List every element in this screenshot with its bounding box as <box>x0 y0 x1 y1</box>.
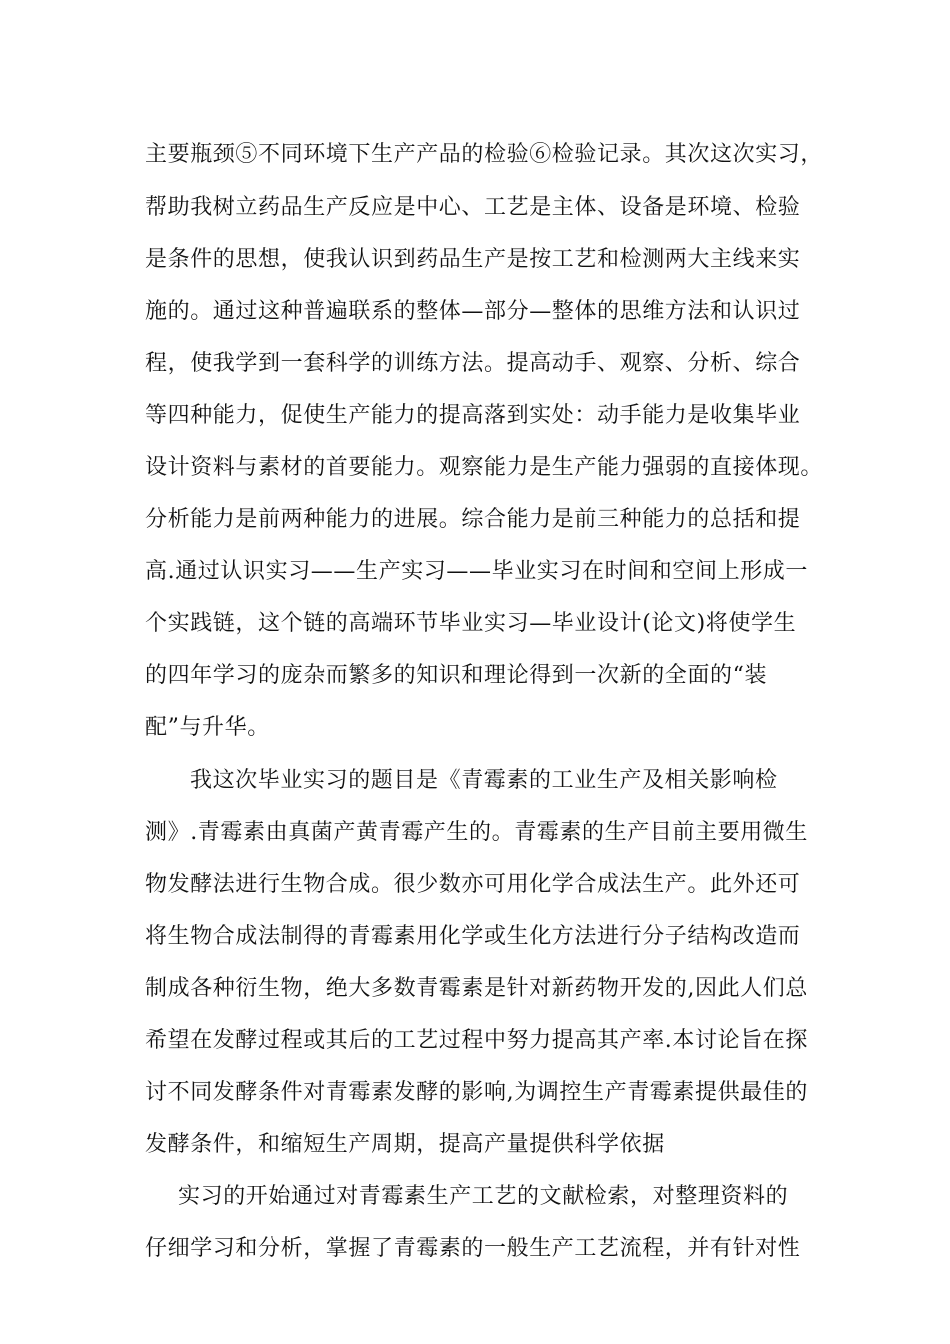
text-line-4: 施的。通过这种普遍联系的整体—部分—整体的思维方法和认识过 <box>145 299 801 324</box>
text-line-20: 发酵条件，和缩短生产周期，提高产量提供科学依据 <box>145 1132 665 1157</box>
text-line-10: 个实践链，这个链的高端环节毕业实习—毕业设计(论文)将使学生 <box>145 611 797 636</box>
text-line-19: 讨不同发酵条件对青霉素发酵的影响,为调控生产青霉素提供最佳的 <box>145 1080 808 1105</box>
text-line-3: 是条件的思想，使我认识到药品生产是按工艺和检测两大主线来实 <box>145 247 801 272</box>
text-line-13: 我这次毕业实习的题目是《青霉素的工业生产及相关影响检 <box>190 768 778 793</box>
text-line-15: 物发酵法进行生物合成。很少数亦可用化学合成法生产。此外还可 <box>145 872 801 897</box>
text-line-6: 等四种能力，促使生产能力的提高落到实处：动手能力是收集毕业 <box>145 403 801 428</box>
text-line-16: 将生物合成法制得的青霉素用化学或生化方法进行分子结构改造而 <box>145 924 801 949</box>
text-line-21: 实习的开始通过对青霉素生产工艺的文献检索，对整理资料的 <box>178 1184 789 1209</box>
text-line-9: 高.通过认识实习——生产实习——毕业实习在时间和空间上形成一 <box>145 559 808 584</box>
text-line-5: 程，使我学到一套科学的训练方法。提高动手、观察、分析、综合 <box>145 351 801 376</box>
text-line-17: 制成各种衍生物，绝大多数青霉素是针对新药物开发的,因此人们总 <box>145 976 808 1001</box>
text-line-22: 仔细学习和分析，掌握了青霉素的一般生产工艺流程，并有针对性 <box>145 1236 801 1261</box>
text-line-18: 希望在发酵过程或其后的工艺过程中努力提高其产率.本讨论旨在探 <box>145 1028 808 1053</box>
text-line-7: 设计资料与素材的首要能力。观察能力是生产能力强弱的直接体现。 <box>145 455 824 480</box>
text-line-14: 测》.青霉素由真菌产黄青霉产生的。青霉素的生产目前主要用微生 <box>145 820 808 845</box>
text-line-12: 配”与升华。 <box>145 715 270 740</box>
text-line-2: 帮助我树立药品生产反应是中心、工艺是主体、设备是环境、检验 <box>145 195 801 220</box>
text-line-1: 主要瓶颈⑤不同环境下生产产品的检验⑥检验记录。其次这次实习， <box>145 142 824 167</box>
text-line-8: 分析能力是前两种能力的进展。综合能力是前三种能力的总括和提 <box>145 507 801 532</box>
text-line-11: 的四年学习的庞杂而繁多的知识和理论得到一次新的全面的“装 <box>145 663 768 688</box>
